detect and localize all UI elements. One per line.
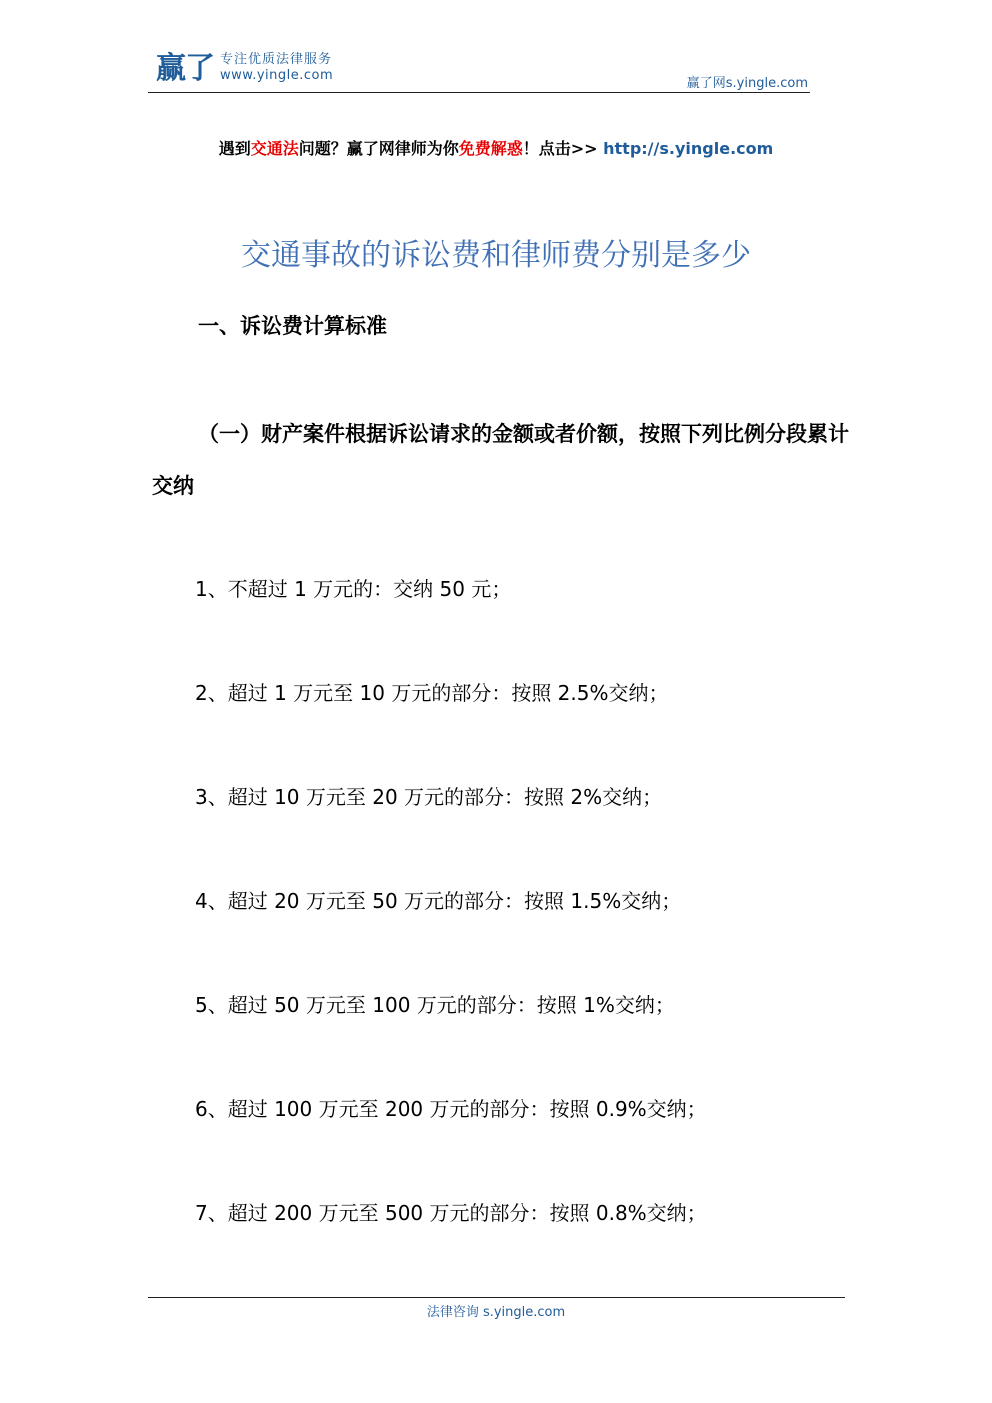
logo-tagline: 专注优质法律服务: [220, 52, 333, 67]
promo-text-1: 遇到: [218, 139, 251, 158]
list-item: 1、不超过 1 万元的：交纳 50 元；: [195, 577, 512, 601]
page-header: [148, 50, 810, 93]
section-heading: 一、诉讼费计算标准: [198, 313, 387, 338]
list-item: 3、超过 10 万元至 20 万元的部分：按照 2%交纳；: [195, 785, 663, 809]
list-item: 4、超过 20 万元至 50 万元的部分：按照 1.5%交纳；: [195, 889, 682, 913]
promo-text-2: 问题？赢了网律师为你: [298, 139, 459, 158]
yingle-logo[interactable]: [156, 52, 333, 90]
promo-text-3: ！点击>>: [522, 139, 604, 158]
list-item: 2、超过 1 万元至 10 万元的部分：按照 2.5%交纳；: [195, 681, 669, 705]
paragraph: （一）财产案件根据诉讼请求的金额或者价额，按照下列比例分段累计交纳: [152, 421, 849, 498]
footer-text[interactable]: 法律咨询 s.yingle.com: [426, 1305, 566, 1320]
promo-highlight-2: 免费解惑: [458, 139, 523, 158]
footer-divider: [148, 1297, 845, 1298]
list-item: 7、超过 200 万元至 500 万元的部分：按照 0.8%交纳；: [195, 1201, 707, 1225]
document-title: 交通事故的诉讼费和律师费分别是多少: [241, 238, 751, 273]
promo-highlight-1: 交通法: [250, 139, 299, 158]
logo-url: www.yingle.com: [220, 68, 334, 83]
list-item: 6、超过 100 万元至 200 万元的部分：按照 0.9%交纳；: [195, 1097, 707, 1121]
header-site-link[interactable]: 赢了网s.yingle.com: [686, 76, 808, 91]
promo-link[interactable]: http://s.yingle.com: [603, 139, 774, 158]
logo-mark: 赢了: [156, 51, 214, 86]
list-item: 5、超过 50 万元至 100 万元的部分：按照 1%交纳；: [195, 993, 675, 1017]
promo-banner: [0, 136, 992, 159]
logo-text: [220, 52, 333, 84]
